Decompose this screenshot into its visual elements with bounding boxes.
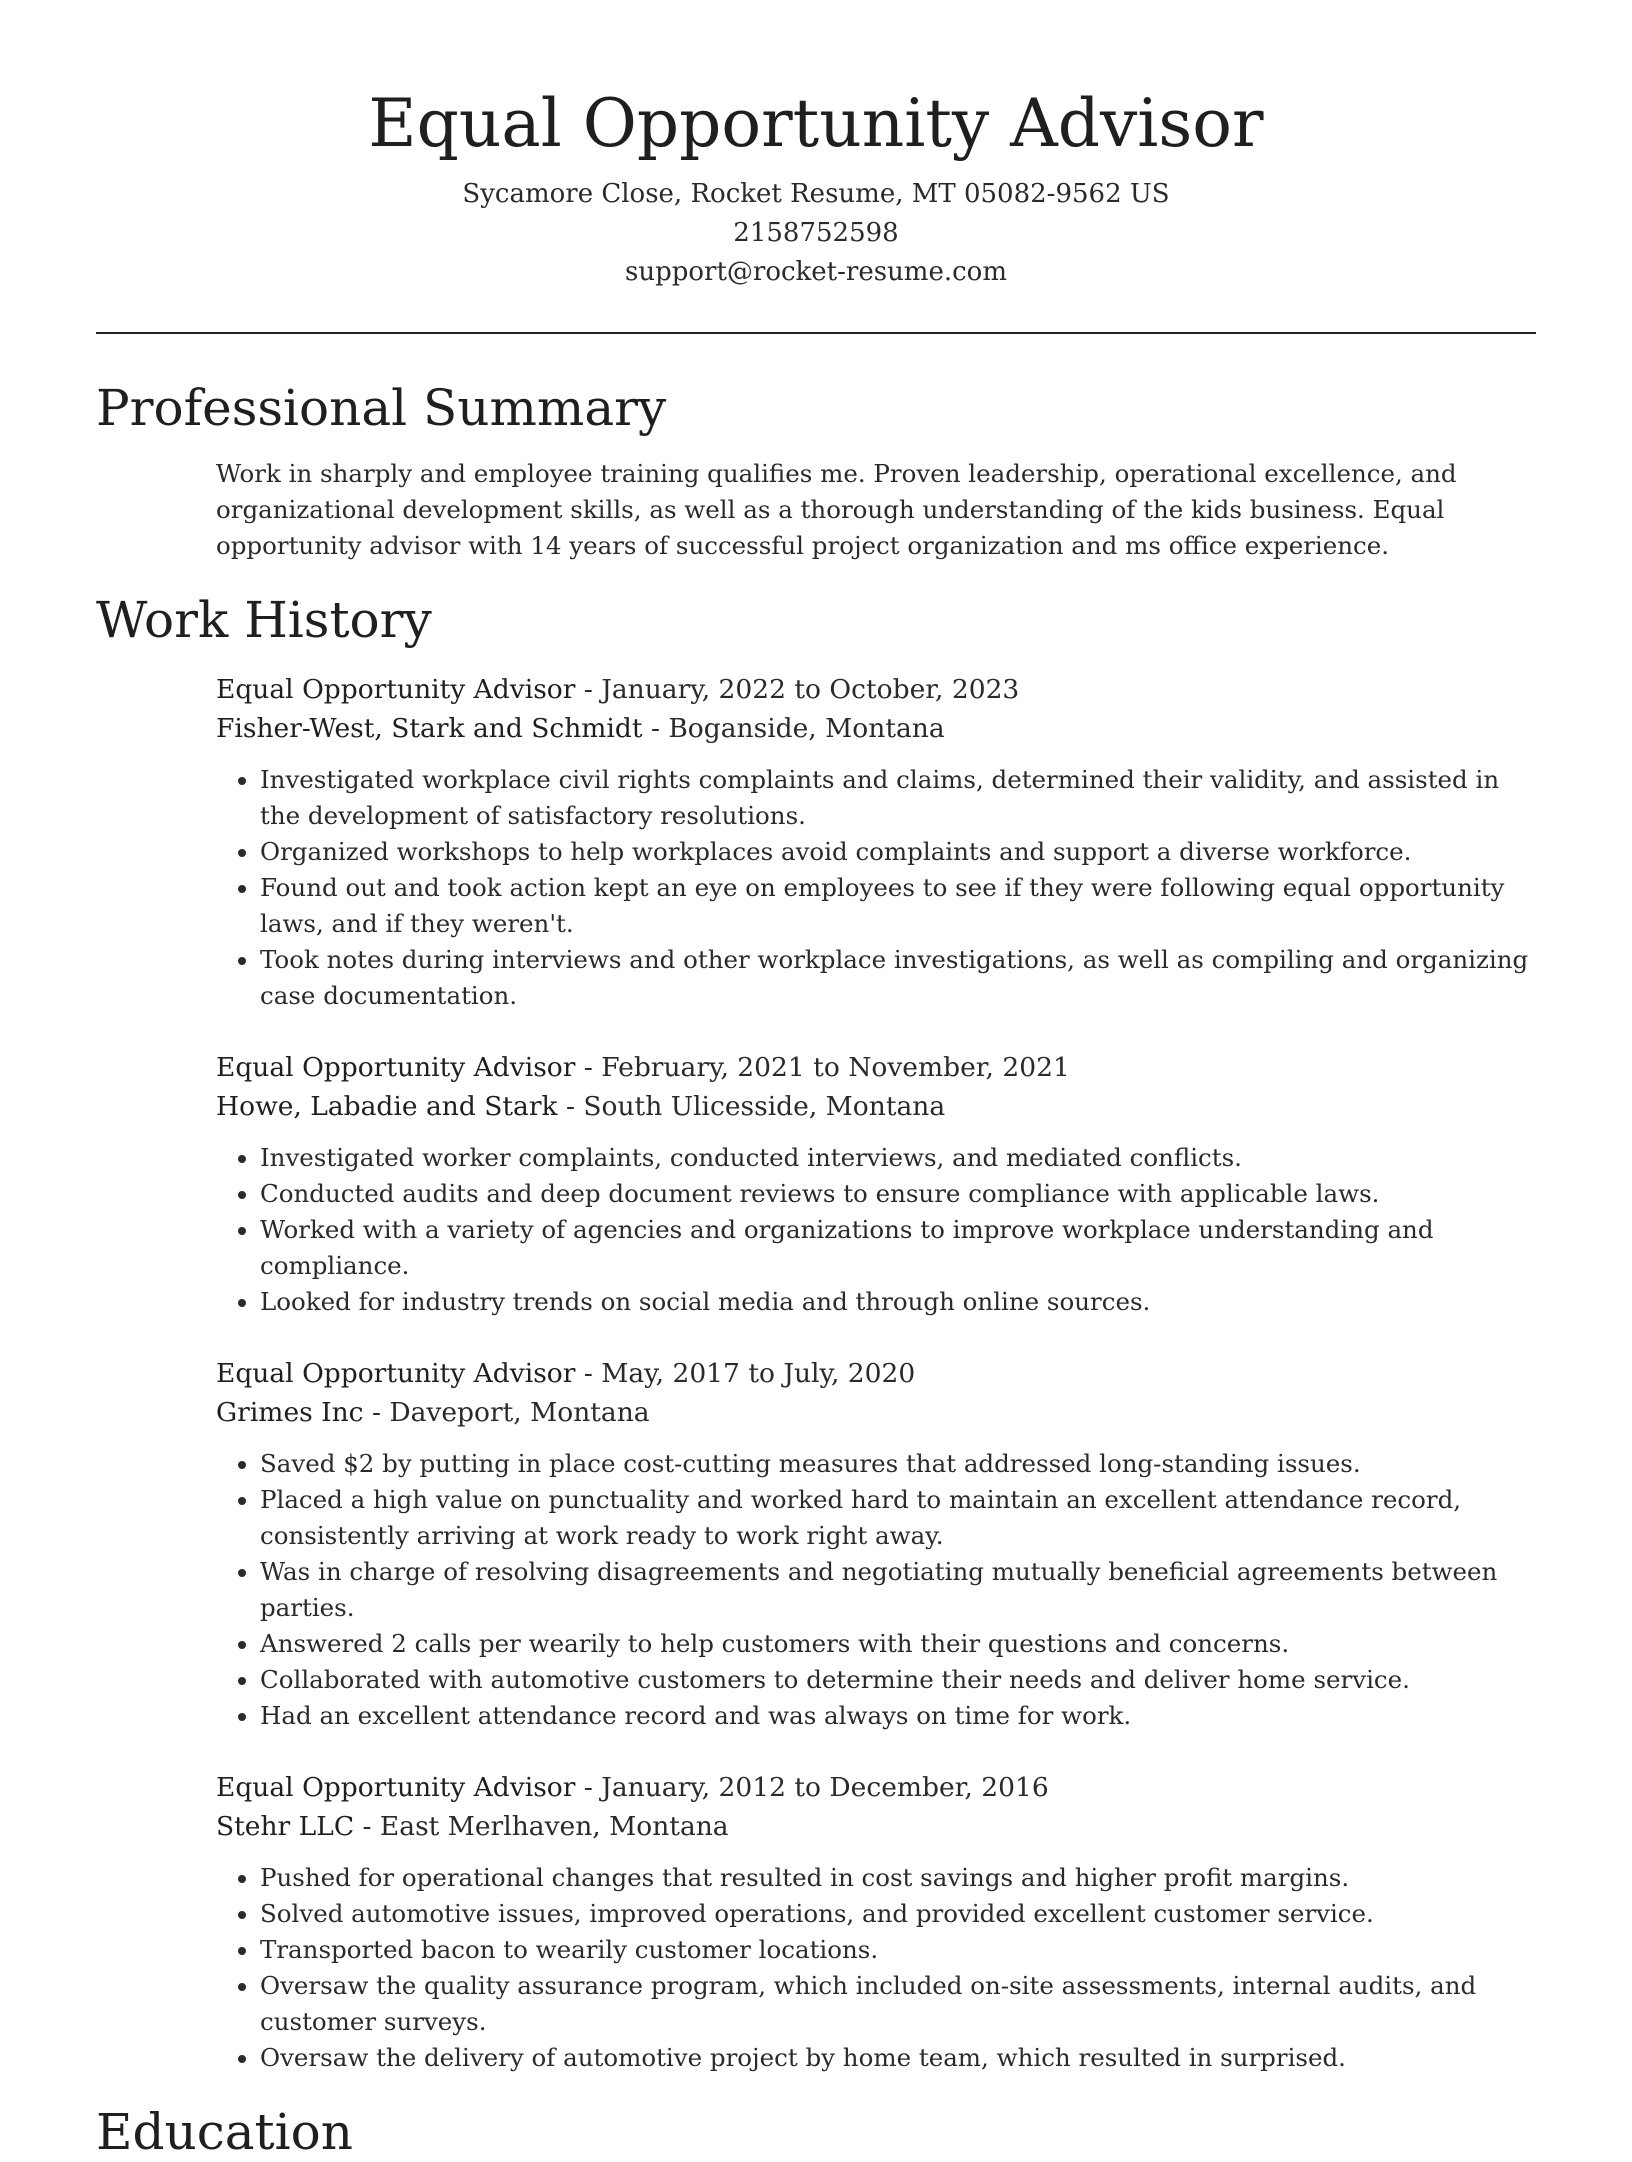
job-bullet: • Worked with a variety of agencies and organizations to improve workplace understanding and compliance. [260,1212,1536,1284]
job-bullet: • Saved $2 by putting in place cost-cutting measures that addressed long-standing issues. [260,1446,1536,1482]
job-title: Equal Opportunity Advisor [216,674,576,706]
job-title-line [216,1048,1536,1087]
email-text: support@rocket-resume.com [624,257,1007,288]
job-company-line [216,1393,1536,1432]
job-bullet-list [216,1140,1536,1320]
job-bullet: • Had an excellent attendance record and was always on time for work. [260,1698,1536,1734]
resume-header [0,0,1632,292]
job-bullet: • Conducted audits and deep document reviews to ensure compliance with applicable laws. [260,1176,1536,1212]
job-location: - Boganside, Montana [642,713,945,745]
job-bullet: • Placed a high value on punctuality and worked hard to maintain an excellent attendance record, consistently arriving at work ready to work right away. [260,1482,1536,1554]
job-dates: - January, 2012 to December, 2016 [575,1772,1049,1804]
job-bullet: • Oversaw the quality assurance program, which included on-site assessments, internal audits, and customer surveys. [260,1968,1536,2040]
job-bullet: • Found out and took action kept an eye on employees to see if they were following equal opportunity laws, and if they weren't. [260,870,1536,942]
education-section-title: Education [96,2103,353,2162]
job-bullet: • Collaborated with automotive customers to determine their needs and deliver home service. [260,1662,1536,1698]
summary-text: Work in sharply and employee training qualifies me. Proven leadership, operational excellence, and organizational development skills, as well as a thorough understanding of the kids business. Equal opportunity advisor with 14 years of successful project organization and ms office experience. [216,459,1457,561]
job-company: Grimes Inc [216,1397,364,1429]
job-title: Equal Opportunity Advisor [216,1358,576,1390]
phone-text: 2158752598 [733,218,899,249]
job-bullet: • Investigated workplace civil rights complaints and claims, determined their validity, and assisted in the development of satisfactory resolutions. [260,762,1536,834]
summary-section-title: Professional Summary [96,379,667,438]
job-title-line [216,1768,1536,1807]
page-title: Equal Opportunity Advisor [368,85,1264,162]
job-location: - East Merlhaven, Montana [354,1811,729,1843]
job-title-line [216,1354,1536,1393]
job-bullet: • Oversaw the delivery of automotive project by home team, which resulted in surprised. [260,2040,1536,2076]
job-company-line [216,1087,1536,1126]
job-bullet-list [216,1860,1536,2076]
job-bullet-list [216,1446,1536,1734]
job-entry [216,1048,1536,1320]
job-company: Howe, Labadie and Stark [216,1091,558,1123]
job-company: Fisher-West, Stark and Schmidt [216,713,643,745]
job-bullet: • Pushed for operational changes that resulted in cost savings and higher profit margins. [260,1860,1536,1896]
job-company: Stehr LLC [216,1811,355,1843]
job-entry [216,670,1536,1014]
header-divider [96,332,1536,334]
job-bullet: • Was in charge of resolving disagreements and negotiating mutually beneficial agreements between parties. [260,1554,1536,1626]
work-history-section-title: Work History [96,591,432,650]
job-title: Equal Opportunity Advisor [216,1052,576,1084]
job-location: - South Ulicesside, Montana [557,1091,946,1123]
job-location: - Daveport, Montana [363,1397,650,1429]
contact-block [0,175,1632,292]
job-bullet-list [216,762,1536,1014]
job-dates: - February, 2021 to November, 2021 [575,1052,1070,1084]
job-dates: - May, 2017 to July, 2020 [575,1358,916,1390]
job-title-line [216,670,1536,709]
job-entry [216,1354,1536,1734]
job-bullet: • Answered 2 calls per wearily to help customers with their questions and concerns. [260,1626,1536,1662]
job-company-line [216,1807,1536,1846]
job-bullet: • Solved automotive issues, improved operations, and provided excellent customer service. [260,1896,1536,1932]
job-bullet: • Transported bacon to wearily customer locations. [260,1932,1536,1968]
job-title: Equal Opportunity Advisor [216,1772,576,1804]
job-bullet: • Investigated worker complaints, conducted interviews, and mediated conflicts. [260,1140,1536,1176]
job-company-line [216,709,1536,748]
job-entry [216,1768,1536,2076]
job-bullet: • Organized workshops to help workplaces avoid complaints and support a diverse workforce. [260,834,1536,870]
job-bullet: • Took notes during interviews and other workplace investigations, as well as compiling and organizing case documentation. [260,942,1536,1014]
job-dates: - January, 2022 to October, 2023 [575,674,1020,706]
job-bullet: • Looked for industry trends on social media and through online sources. [260,1284,1536,1320]
address-text: Sycamore Close, Rocket Resume, MT 05082-9562 US [462,179,1170,210]
